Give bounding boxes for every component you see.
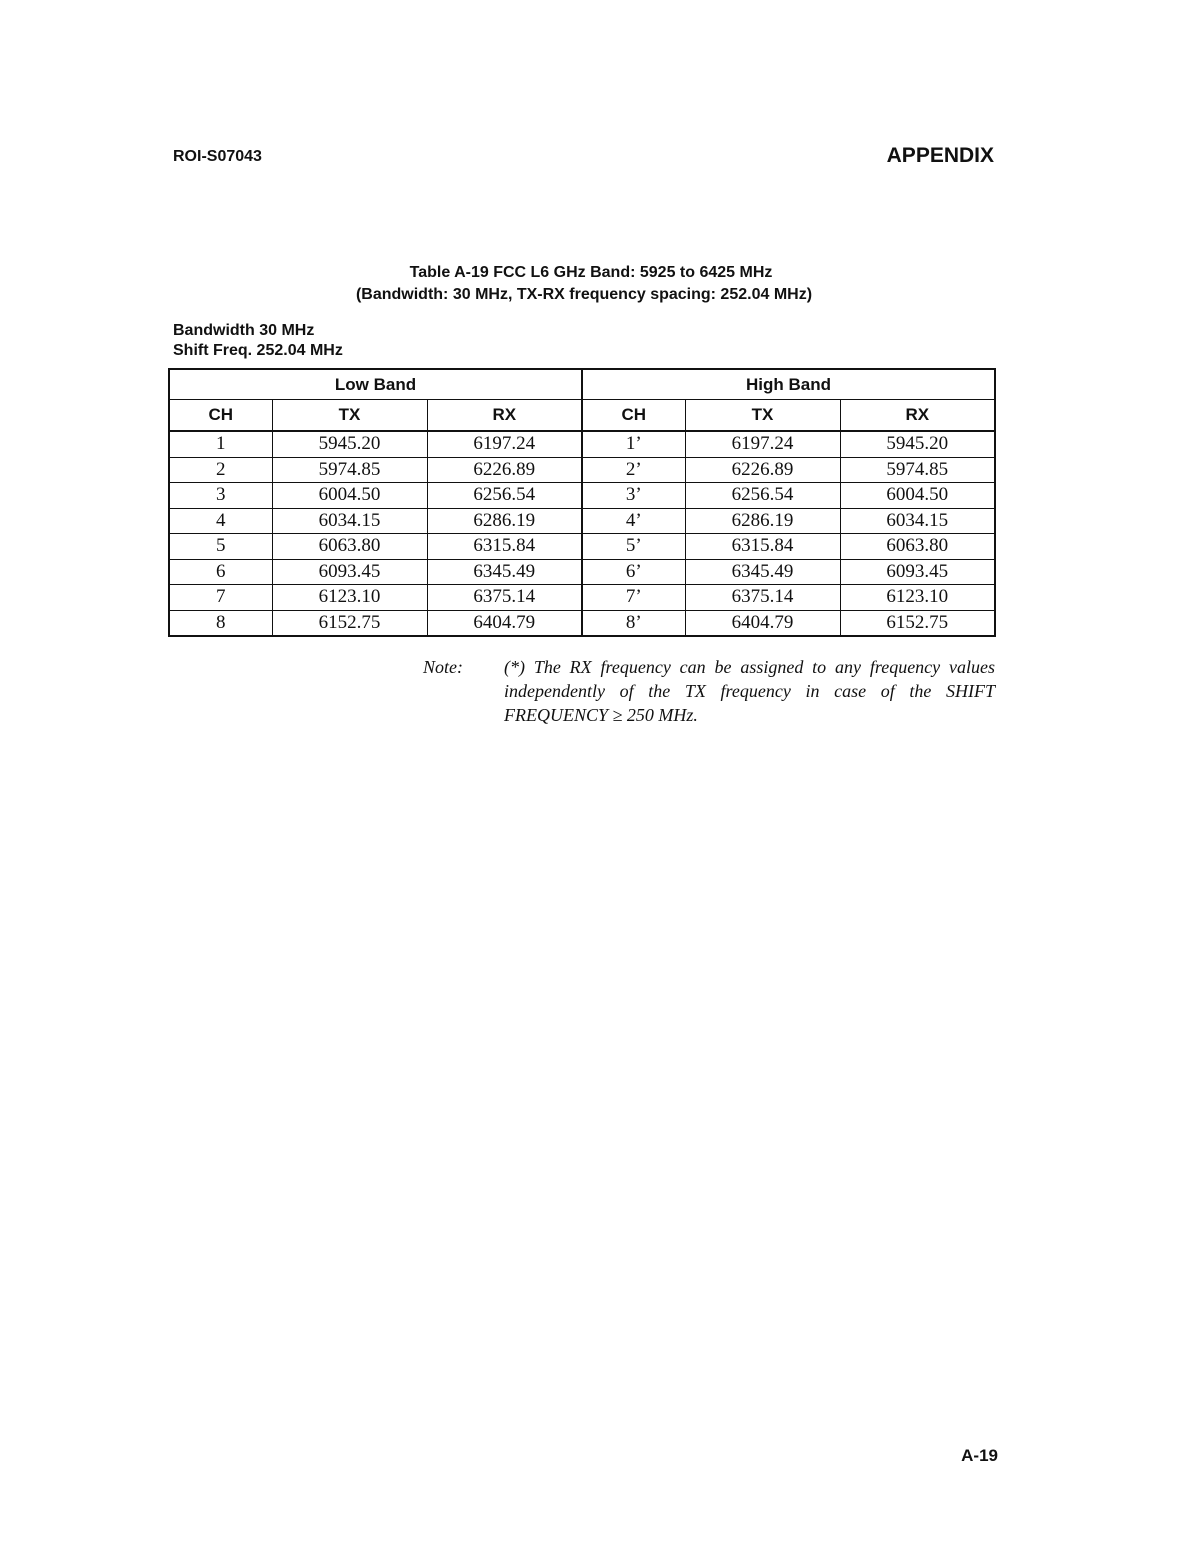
table-row	[169, 457, 995, 483]
table-cell: 6197.24	[427, 431, 582, 457]
table-cell: 6123.10	[272, 585, 427, 611]
table-cell: 6093.45	[840, 559, 995, 585]
note-label: Note:	[423, 657, 463, 677]
document-id: ROI-S07043	[173, 148, 262, 165]
table-cell: 6034.15	[272, 508, 427, 534]
table-cell: 6375.14	[427, 585, 582, 611]
table-cell: 6226.89	[685, 457, 840, 483]
table-cell: 7’	[582, 585, 685, 611]
table-cell: 3’	[582, 483, 685, 509]
column-header: RX	[840, 400, 995, 432]
table-cell: 8’	[582, 610, 685, 636]
table-cell: 6093.45	[272, 559, 427, 585]
caption-line-2: (Bandwidth: 30 MHz, TX-RX frequency spacing: 252.04 MHz)	[355, 286, 813, 303]
table-cell: 6197.24	[685, 431, 840, 457]
table-cell: 6256.54	[427, 483, 582, 509]
table-cell: 6315.84	[685, 534, 840, 560]
frequency-table	[168, 368, 996, 637]
shift-frequency-label: Shift Freq. 252.04 MHz	[173, 342, 343, 359]
column-header: RX	[427, 400, 582, 432]
table-cell: 6004.50	[272, 483, 427, 509]
table-cell: 6034.15	[840, 508, 995, 534]
table-cell: 6063.80	[840, 534, 995, 560]
table-cell: 1’	[582, 431, 685, 457]
table-cell: 5945.20	[272, 431, 427, 457]
table-row	[169, 585, 995, 611]
table-cell: 6345.49	[685, 559, 840, 585]
table-cell: 6226.89	[427, 457, 582, 483]
caption-line-1: Table A-19 FCC L6 GHz Band: 5925 to 6425 MHz	[409, 264, 773, 281]
table-cell: 5974.85	[840, 457, 995, 483]
table-cell: 6404.79	[427, 610, 582, 636]
high-band-header: High Band	[582, 369, 995, 400]
column-header: TX	[685, 400, 840, 432]
table-cell: 3	[169, 483, 272, 509]
page-number: A-19	[961, 1446, 998, 1465]
table-cell: 6152.75	[840, 610, 995, 636]
table-cell: 6004.50	[840, 483, 995, 509]
note	[423, 655, 995, 727]
table-cell: 6’	[582, 559, 685, 585]
table-caption	[173, 262, 995, 306]
table-cell: 5’	[582, 534, 685, 560]
table-cell: 6345.49	[427, 559, 582, 585]
table-cell: 7	[169, 585, 272, 611]
table-cell: 4	[169, 508, 272, 534]
table-cell: 2’	[582, 457, 685, 483]
table-row	[169, 431, 995, 457]
table-row	[169, 610, 995, 636]
table-cell: 5945.20	[840, 431, 995, 457]
table-cell: 2	[169, 457, 272, 483]
table-cell: 6286.19	[427, 508, 582, 534]
table-cell: 6375.14	[685, 585, 840, 611]
table-cell: 6123.10	[840, 585, 995, 611]
table-cell: 6152.75	[272, 610, 427, 636]
table-cell: 4’	[582, 508, 685, 534]
table-row	[169, 508, 995, 534]
column-header: CH	[582, 400, 685, 432]
table-cell: 5	[169, 534, 272, 560]
table-cell: 6286.19	[685, 508, 840, 534]
section-title: APPENDIX	[886, 144, 994, 167]
low-band-header: Low Band	[169, 369, 582, 400]
note-text: (*) The RX frequency can be assigned to any frequency values independently of the TX frequency in case of the SHIFT FREQUENCY ≥ 250 MHz.	[504, 657, 995, 725]
table-cell: 6063.80	[272, 534, 427, 560]
table-cell: 5974.85	[272, 457, 427, 483]
table-cell: 6	[169, 559, 272, 585]
column-header: CH	[169, 400, 272, 432]
table-cell: 6256.54	[685, 483, 840, 509]
table-cell: 6315.84	[427, 534, 582, 560]
table-cell: 1	[169, 431, 272, 457]
table-row	[169, 483, 995, 509]
column-header: TX	[272, 400, 427, 432]
parameters	[173, 321, 343, 361]
bandwidth-label: Bandwidth 30 MHz	[173, 322, 315, 339]
table-row	[169, 534, 995, 560]
table-cell: 6404.79	[685, 610, 840, 636]
table-cell: 8	[169, 610, 272, 636]
table-row	[169, 559, 995, 585]
